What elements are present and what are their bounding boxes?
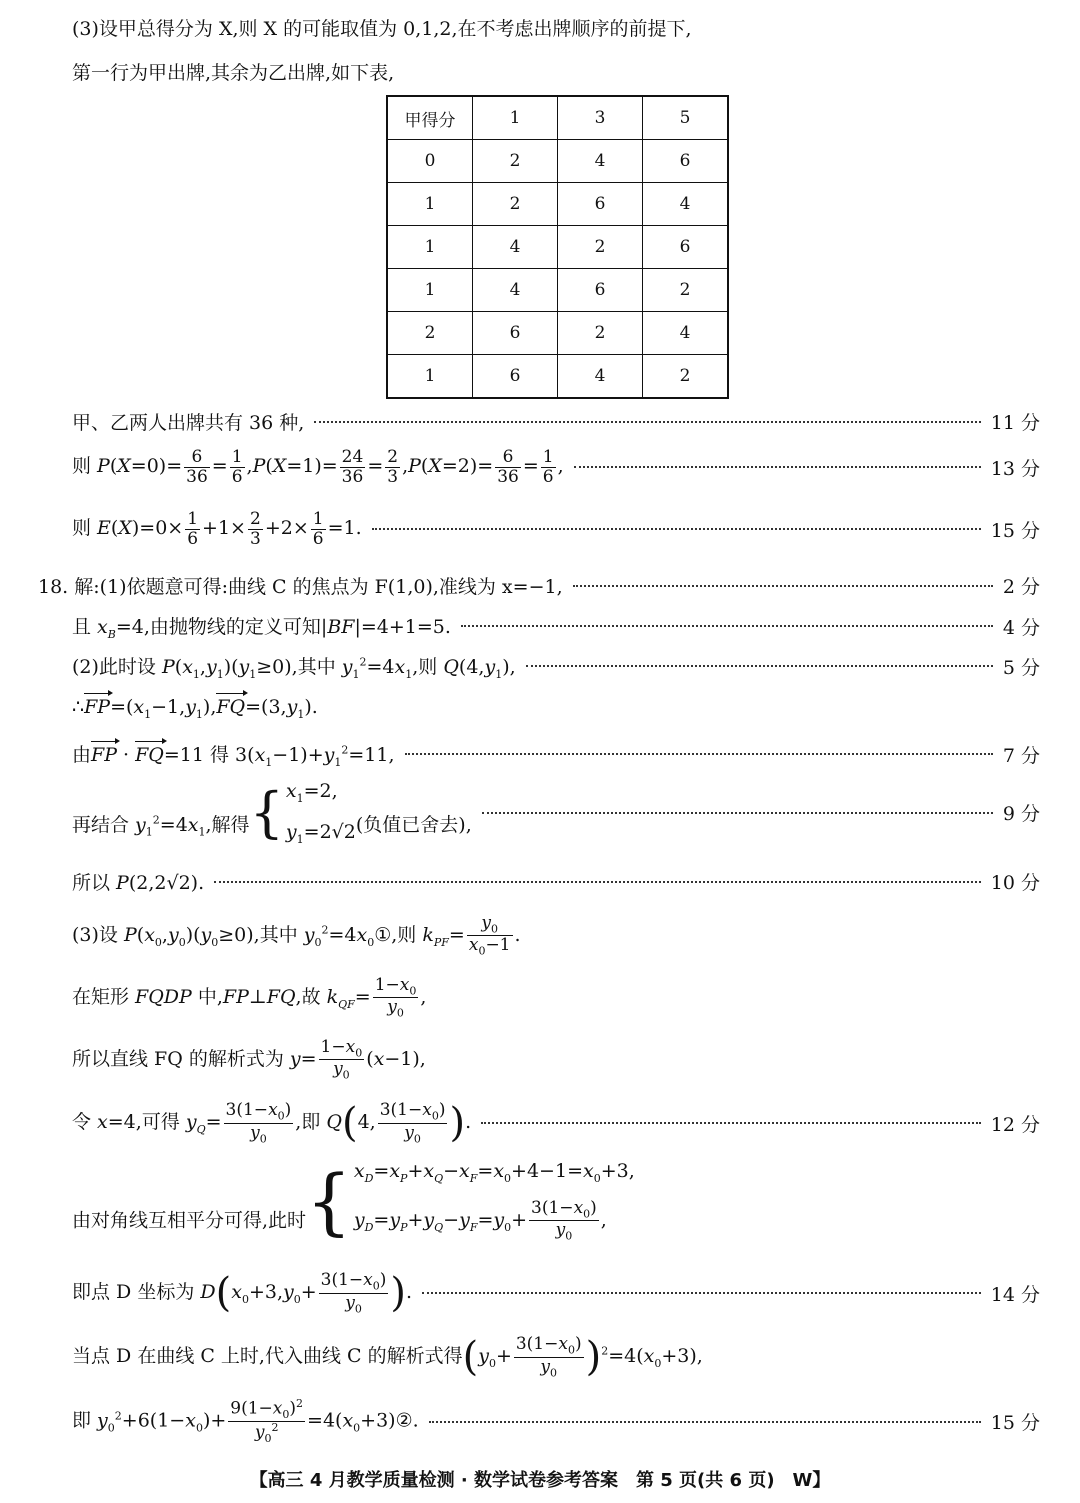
intro-line-2: 第一行为甲出牌,其余为乙出牌,如下表, [72,62,395,84]
table-row [387,226,728,269]
score-mark: 7 分 [1002,744,1040,767]
table-cell: 4 [643,183,729,226]
line-expectation: 则 E(X)=0× $\frac{1}{6}$ +1× $\frac{2}{3}$ +2× $\frac{1}{6}$ =1. 15 分 [72,509,1040,549]
q18-line-1: 18. 解:(1)依题意可得:曲线 C 的焦点为 F(1,0),准线为 x=−1, 2 分 [38,572,1040,599]
q18-line-Q: 令 x=4,可得 $y_Q=$ $\frac{3(1-x_0)}{y_0}$ ,即 Q(4, $\frac{3(1-x_0)}{y_0}$ ). 12 分 [72,1100,1040,1146]
table-cell: 1 [387,269,473,312]
table-cell: 6 [473,312,558,355]
q18-line-3-intro: (3)设 $P(x_0,y_0)(y_0\ge 0)$,其中 $y_0^2=4x_0①$,则 $k_{PF}=$ $\frac{y_0}{x_0-1}$ . [72,913,521,958]
table-header-row [387,96,728,140]
q18-line-D: 即点 D 坐标为 $D(x_0+3,y_0+$ $\frac{3(1-x_0)}{y_0}$ ). 14 分 [72,1270,1040,1316]
line-total-36: 甲、乙两人出牌共有 36 种, 11 分 [72,408,1040,435]
score-table [386,95,729,399]
score-mark: 4 分 [1002,616,1040,639]
table-cell: 2 [558,312,643,355]
table-cell: 4 [473,226,558,269]
table-cell: 1 [387,226,473,269]
table-cell: 2 [643,269,729,312]
page-footer: 【高三 4 月教学质量检测 · 数学试卷参考答案 第 5 页(共 6 页) W】 [249,1470,831,1491]
table-cell: 4 [473,269,558,312]
line-probabilities: 则 P(X=0)= $\frac{6}{36}$ = $\frac{1}{6}$ ,P(X=1)= $\frac{24}{36}$ = $\frac{2}{3}$ ,P(X=2)= $\frac{6}{36}$ = $\frac{1}{6}$ , 13 分 [72,447,1040,487]
table-cell: 2 [473,183,558,226]
table-cell: 6 [558,269,643,312]
table-row [387,183,728,226]
table-row [387,269,728,312]
q18-line-sub: 当点 D 在曲线 C 上时,代入曲线 C 的解析式得($y_0+$ $\frac{3(1-x_0)}{y_0}$ )$^2=4(x_0+3)$, [72,1334,703,1380]
table-cell: 2 [558,226,643,269]
table-cell: 4 [558,355,643,399]
score-mark: 10 分 [990,872,1040,894]
intro-line-1: (3)设甲总得分为 X,则 X 的可能取值为 0,1,2,在不考虑出牌顺序的前提下, [72,18,692,40]
q18-line-2: 且 $x_B=4$,由抛物线的定义可知|BF|=4+1=5. 4 分 [72,612,1040,641]
table-cell: 5 [643,96,729,140]
q18-line-vectors: $\therefore FP=(x_1-1,y_1),FQ=(3,y_1)$. [72,696,318,721]
score-mark: 5 分 [1002,656,1040,679]
table-row [387,140,728,183]
table-cell: 6 [643,226,729,269]
table-cell: 1 [387,183,473,226]
score-mark: 9 分 [1002,803,1040,826]
table-cell: 4 [643,312,729,355]
table-cell: 1 [473,96,558,140]
q18-line-diag: 由对角线互相平分可得,此时 { $x_D=x_P+x_Q-x_F=x_0+4-1=x_0+3$, $y_D=y_P+y_Q-y_F=y_0+$ $\frac{3(1-x_0)}{y_0}$ , [72,1159,635,1244]
score-mark: 2 分 [1002,576,1040,598]
q18-line-3: (2)此时设 $P(x_1,y_1)(y_1\ge 0)$,其中 $y_1^2=4x_1$,则 $Q(4,y_1)$, 5 分 [72,652,1040,681]
table-cell: 甲得分 [387,96,473,140]
table-cell: 1 [387,355,473,399]
q18-line-dot: 由FP · FQ=11 得 $3(x_1-1)+y_1^2=11$, 7 分 [72,740,1040,769]
table-cell: 6 [473,355,558,399]
table-row [387,355,728,399]
score-mark: 13 分 [990,457,1040,480]
q18-line-solve: 再结合 $y_1^2=4x_1$,解得 { $x_1=2$, $y_1=2√2$ (负值已舍去), 9 分 [72,780,1040,846]
table-cell: 6 [643,140,729,183]
table-cell: 4 [558,140,643,183]
score-mark: 14 分 [990,1283,1040,1306]
table-cell: 2 [387,312,473,355]
table-cell: 6 [558,183,643,226]
score-mark: 15 分 [990,519,1040,542]
q18-line-final: 即 $y_0^2+6(1-x_0)+$ $\frac{9(1-x_0)^2}{y_0^2}$ $=4(x_0+3)②$. 15 分 [72,1397,1040,1446]
table-cell: 3 [558,96,643,140]
q18-line-P: 所以 P(2,2√2). 10 分 [72,868,1040,895]
score-mark: 11 分 [990,412,1040,434]
table-cell: 0 [387,140,473,183]
q18-line-fq: 所以直线 FQ 的解析式为 y= $\frac{1-x_0}{y_0}$ (x−1), [72,1037,426,1082]
q18-line-rect: 在矩形 FQDP 中,FP⊥FQ,故 $k_{QF}=$ $\frac{1-x_0}{y_0}$ , [72,975,427,1020]
score-mark: 15 分 [990,1412,1040,1435]
table-cell: 2 [643,355,729,399]
score-mark: 12 分 [990,1113,1040,1136]
table-row [387,312,728,355]
table-cell: 2 [473,140,558,183]
